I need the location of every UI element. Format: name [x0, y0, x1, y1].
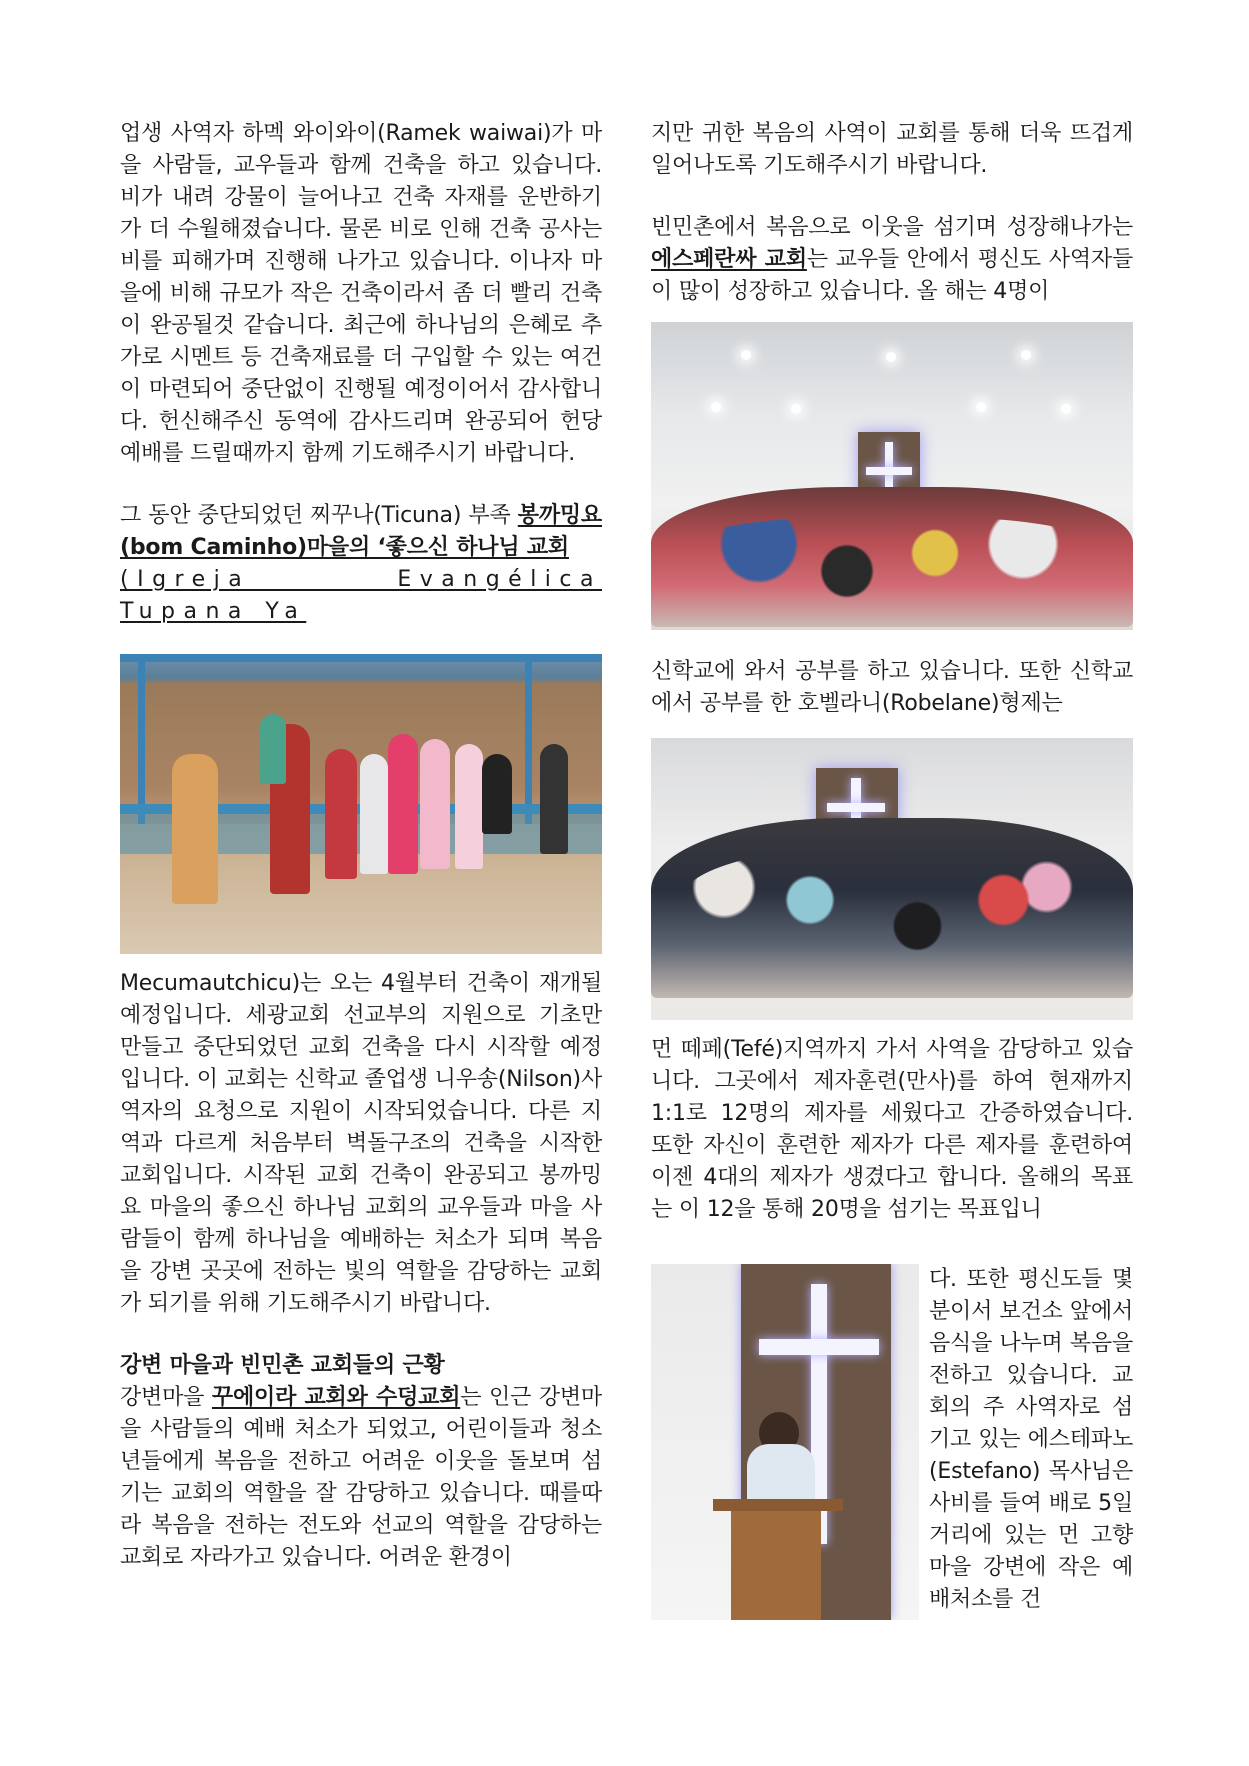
riverside-intro: 강변마을 [120, 1385, 212, 1410]
right-column [651, 118, 1134, 1612]
section-heading-riverside: 강변 마을과 빈민촌 교회들의 근황 [120, 1353, 445, 1378]
paragraph-esperanca-church [651, 212, 1133, 308]
church-portuguese-name: (Igreja Evangélica Tupana Ya [120, 567, 602, 624]
ticuna-intro: 그 동안 중단되었던 찌꾸나(Ticuna) 부족 [120, 503, 518, 528]
paragraph-ramek-construction: 업생 사역자 하멕 와이와이(Ramek waiwai)가 마을 사람들, 교우들과 함께 건축을 하고 있습니다. 비가 내려 강물이 늘어나고 건축 자재를 운반하기가 더 수월해졌습니다. 물론 비로 인해 건축 공사는 비를 피해가며 진행해 나가고 있습니다. 이나자 마을에 비해 규모가 작은 건축이라서 좀 더 빨리 건축이 완공될것 같습니다. 최근에 하나님의 은혜로 추가로 시멘트 등 건축재료를 더 구입할 수 있는 여건이 마련되어 중단없이 진행될 예정이어서 감사합니다. 헌신해주신 동역에 감사드리며 완공되어 헌당예배를 드릴때까지 함께 기도해주시기 바랍니다. [120, 121, 602, 466]
pastor-wrap-text [929, 1264, 1133, 1616]
left-column [120, 118, 602, 1574]
paragraph-riverside-churches [120, 1382, 602, 1574]
riverside-rest: 는 인근 강변마을 사람들의 예배 처소가 되었고, 어린이들과 청소년들에게 복음을 전하고 어려운 이웃을 돌보며 섬기는 교회의 역할을 잘 감당하고 있습니다. 때를따라 복음을 전하는 전도와 선교의 역할을 감당하는 교회로 자라가고 있습니다. 어려운 환경이 [120, 1385, 602, 1570]
paragraph-prayer-request: 지만 귀한 복음의 사역이 교회를 통해 더욱 뜨겁게 일어나도록 기도해주시기 바랍니다. [651, 121, 1133, 178]
paragraph-seminary-students: 신학교에 와서 공부를 하고 있습니다. 또한 신학교에서 공부를 한 호벨라니(Robelane)형제는 [651, 659, 1133, 716]
paragraph-estefano: 다. 또한 평신도들 몇분이서 보건소 앞에서 음식을 나누며 복음을 전하고 있습니다. 교회의 주 사역자로 섬기고 있는 에스테파노(Estefano) 목사님은 사비를 들여 배로 5일 거리에 있는 먼 고향마을 강변에 작은 예배처소를 건 [929, 1267, 1133, 1612]
photo-children-on-stage [120, 654, 602, 954]
kueira-sudeong-church-names: 꾸에이라 교회와 수덩교회 [211, 1385, 461, 1410]
bom-caminho-church-name: 봉까밍요(bom Caminho)마을의 ‘좋으신 하나님 교회 [120, 503, 602, 560]
esperanca-church-name: 에스페란싸 교회 [651, 247, 807, 272]
photo-pastor-at-pulpit [651, 1264, 919, 1620]
paragraph-mecumautchicu: Mecumautchicu)는 오는 4월부터 건축이 재개될 예정입니다. 세광교회 선교부의 지원으로 기초만 만들고 중단되었던 교회 건축을 다시 시작할 예정입니다. 이 교회는 신학교 졸업생 니우송(Nilson)사역자의 요청으로 지원이 시작되었습니다. 다른 지역과 다르게 처음부터 벽돌구조의 건축을 시작한 교회입니다. 시작된 교회 건축이 완공되고 봉까밍요 마을의 좋으신 하나님 교회의 교우들과 마을 사람들이 함께 하나님을 예배하는 처소가 되며 복음을 강변 곳곳에 전하는 빛의 역할을 감당하는 교회가 되기를 위해 기도해주시기 바랍니다. [120, 971, 602, 1316]
photo-group-portrait [651, 738, 1133, 1020]
paragraph-tefe-discipleship: 먼 떼페(Tefé)지역까지 가서 사역을 감당하고 있습니다. 그곳에서 제자훈련(만사)를 하여 현재까지 1:1로 12명의 제자를 세웠다고 간증하였습니다. 또한 자신이 훈련한 제자가 다른 제자를 훈련하여 이젠 4대의 제자가 생겼다고 합니다. 올해의 목표는 이 12을 통해 20명을 섬기는 목표입니 [651, 1037, 1133, 1222]
esperanca-rest: 는 교우들 안에서 평신도 사역자들이 많이 성장하고 있습니다. 올 해는 4명이 [651, 247, 1134, 304]
esperanca-intro: 빈민촌에서 복음으로 이웃을 섬기며 성장해나가는 [651, 215, 1133, 240]
paragraph-ticuna-church [120, 500, 602, 628]
photo-congregation-hall [651, 322, 1133, 630]
